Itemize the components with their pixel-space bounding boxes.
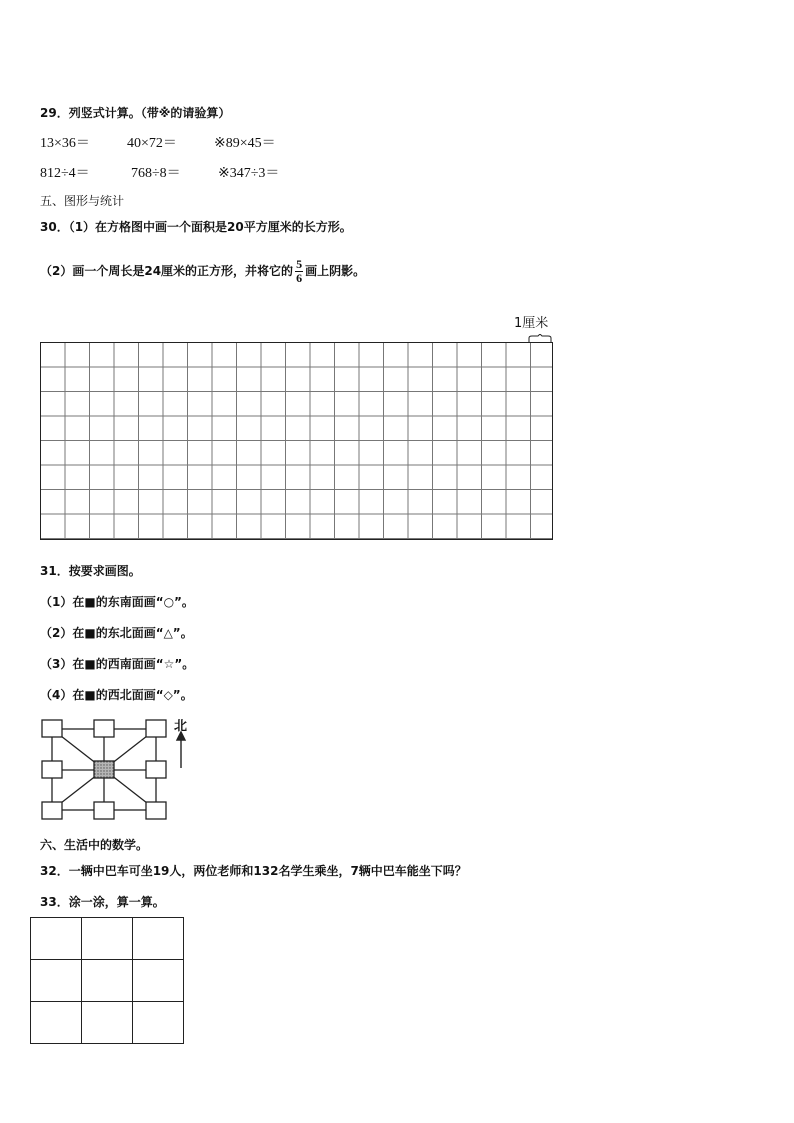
north-box[interactable] <box>94 720 114 737</box>
northeast-box[interactable] <box>146 720 166 737</box>
square-grid[interactable] <box>40 342 553 540</box>
southwest-box[interactable] <box>42 802 62 819</box>
coloring-cell[interactable] <box>133 960 184 1002</box>
q29-expr-1: 13×36＝ <box>40 136 90 151</box>
coloring-cell[interactable] <box>82 960 133 1002</box>
coloring-grid <box>30 917 184 1044</box>
coloring-cell[interactable] <box>31 960 82 1002</box>
q31-item-1: （1）在■的东南面画“○”。 <box>40 595 194 609</box>
northwest-box[interactable] <box>42 720 62 737</box>
q29-expr-6: ※347÷3＝ <box>218 166 280 181</box>
q29-expr-4: 812÷4＝ <box>40 166 90 181</box>
coloring-cell[interactable] <box>133 1002 184 1044</box>
coloring-cell[interactable] <box>31 918 82 960</box>
q31-item-4: （4）在■的西北面画“◇”。 <box>40 688 193 702</box>
q31-item-3: （3）在■的西南面画“☆”。 <box>40 657 195 671</box>
q30-part-2 <box>40 256 365 286</box>
west-box[interactable] <box>42 761 62 778</box>
coloring-cell[interactable] <box>82 1002 133 1044</box>
q29-expr-2: 40×72＝ <box>127 136 177 151</box>
coloring-cell[interactable] <box>31 1002 82 1044</box>
q31-title: 31．按要求画图。 <box>40 564 141 578</box>
q30-part-2-text-after: 画上阴影。 <box>305 264 366 278</box>
north-label: 北 <box>174 719 188 734</box>
east-box[interactable] <box>146 761 166 778</box>
q33-title: 33．涂一涂，算一算。 <box>40 895 165 909</box>
q30-part-2-text-before: （2）画一个周长是24厘米的正方形，并将它的 <box>40 264 294 278</box>
scale-label: 1厘米 <box>514 316 549 331</box>
q32-text: 32．一辆中巴车可坐19人，两位老师和132名学生乘坐，7辆中巴车能坐下吗？ <box>40 864 467 878</box>
q29-expr-3: ※89×45＝ <box>214 136 276 151</box>
section-6-heading: 六、生活中的数学。 <box>40 838 149 852</box>
coloring-cell[interactable] <box>133 918 184 960</box>
fraction-five-sixths <box>295 258 303 285</box>
center-shaded-square <box>94 761 114 778</box>
southeast-box[interactable] <box>146 802 166 819</box>
south-box[interactable] <box>94 802 114 819</box>
q29-expr-5: 768÷8＝ <box>131 166 181 181</box>
q29-title: 29．列竖式计算。（带※的请验算） <box>40 106 231 120</box>
section-5-heading: 五、图形与统计 <box>40 194 125 208</box>
q31-item-2: （2）在■的东北面画“△”。 <box>40 626 193 640</box>
q30-part-1: 30．（1）在方格图中画一个面积是20平方厘米的长方形。 <box>40 220 352 234</box>
fraction-denominator: 6 <box>296 271 303 285</box>
fraction-numerator: 5 <box>296 257 303 271</box>
coloring-cell[interactable] <box>82 918 133 960</box>
